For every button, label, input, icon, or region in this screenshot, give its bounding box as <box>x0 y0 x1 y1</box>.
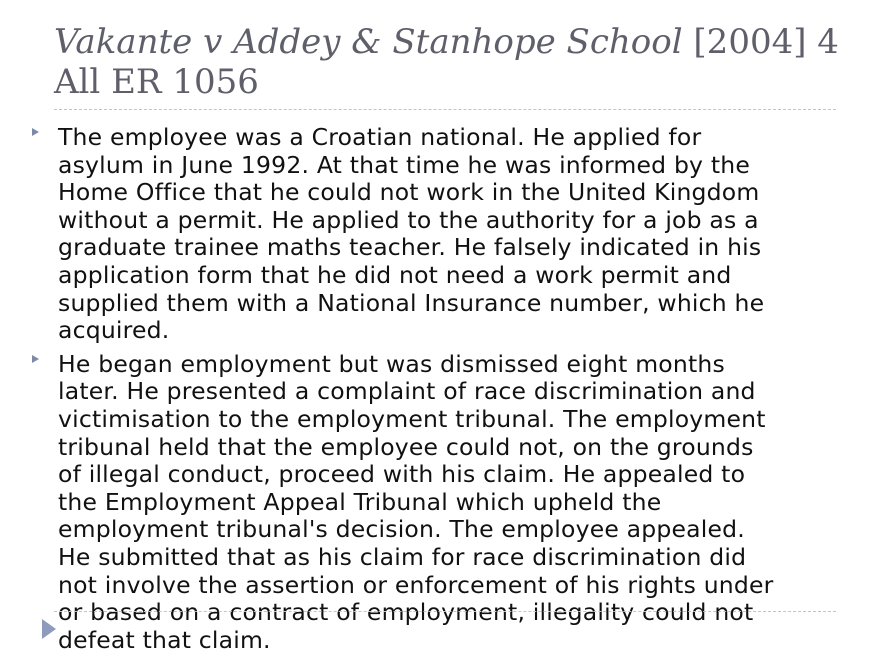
bullet-line: Home Office that he could not work in the United Kingdom <box>58 178 760 207</box>
bullet-line: later. He presented a complaint of race discrimination and <box>58 377 756 406</box>
bullet-line: application form that he did not need a work permit and <box>58 260 732 289</box>
bullet-line: of illegal conduct, proceed with his claim. He appealed to <box>58 460 746 489</box>
bullet-point-1 <box>30 124 830 345</box>
bullet-line: victimisation to the employment tribunal. The employment <box>58 404 766 433</box>
bullet-line: the Employment Appeal Tribunal which upheld the <box>58 487 662 516</box>
slide-title <box>54 22 854 102</box>
bullet-line: He began employment but was dismissed eight months <box>58 349 725 378</box>
bullet-point-2 <box>30 351 830 655</box>
footer-divider <box>54 611 836 612</box>
bullet-line: supplied them with a National Insurance number, which he <box>58 288 765 317</box>
slide-corner-arrow-icon <box>42 619 56 639</box>
bullet-line: without a permit. He applied to the authority for a job as a <box>58 205 759 234</box>
case-citation: [2004] 4 All ER 1056 <box>54 22 839 102</box>
bullet-line: employment tribunal's decision. The employee appealed. <box>58 515 745 544</box>
bullet-line: graduate trainee maths teacher. He falsely indicated in his <box>58 233 762 262</box>
bullet-line: tribunal held that the employee could not, on the grounds <box>58 432 754 461</box>
bullet-line: not involve the assertion or enforcement of his rights under <box>58 570 774 599</box>
bullet-arrow-icon <box>32 355 39 363</box>
slide-body <box>30 124 830 660</box>
bullet-arrow-icon <box>32 128 39 136</box>
bullet-line: He submitted that as his claim for race discrimination did <box>58 542 747 571</box>
bullet-line: asylum in June 1992. At that time he was informed by the <box>58 150 750 179</box>
title-divider <box>54 109 836 110</box>
bullet-line: defeat that claim. <box>58 625 271 654</box>
bullet-line: acquired. <box>58 316 170 345</box>
bullet-line: The employee was a Croatian national. He applied for <box>58 123 702 151</box>
bullet-line: or based on a contract of employment, illegality could not <box>58 598 754 627</box>
case-name: Vakante v Addey & Stanhope School <box>54 22 683 62</box>
